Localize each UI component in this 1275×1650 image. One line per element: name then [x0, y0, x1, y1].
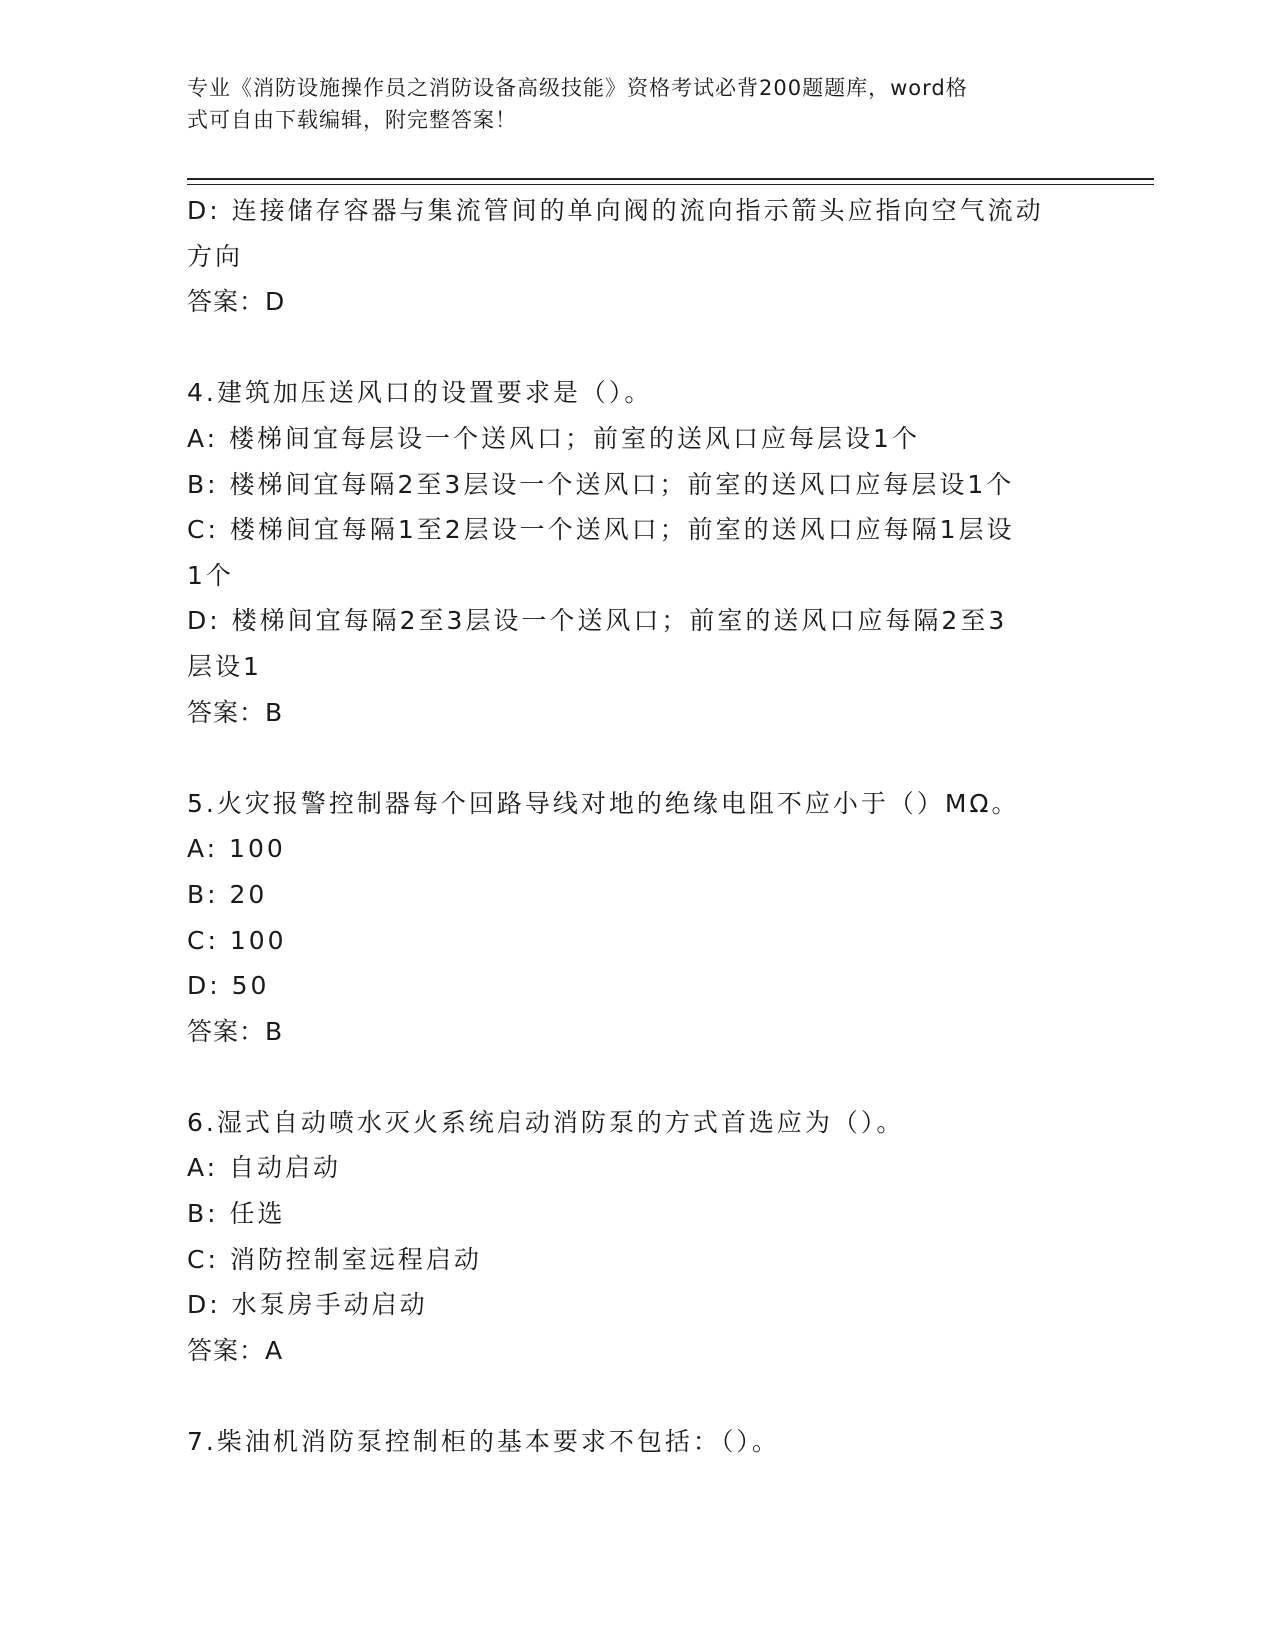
header-rule-thick	[187, 178, 1154, 180]
answer-line: 答案：D	[187, 287, 286, 317]
answer-line: 答案：A	[187, 1335, 284, 1365]
header-line-2: 式可自由下载编辑，附完整答案！	[187, 108, 517, 132]
document-body	[187, 188, 1087, 1465]
question-6	[187, 1100, 1087, 1374]
answer-line: 答案：B	[187, 697, 284, 727]
question-stem: 5.火灾报警控制器每个回路导线对地的绝缘电阻不应小于（）MΩ。	[187, 788, 1020, 818]
option-c-continued: 1个	[187, 560, 234, 590]
spacer	[187, 735, 1087, 781]
question-stem: 6.湿式自动喷水灭火系统启动消防泵的方式首选应为（）。	[187, 1107, 905, 1137]
question-stem: 4.建筑加压送风口的设置要求是（）。	[187, 378, 653, 408]
option-a: A: 自动启动	[187, 1153, 342, 1183]
option-a: A: 100	[187, 834, 286, 864]
option-b: B: 20	[187, 879, 268, 909]
header-line-1: 专业《消防设施操作员之消防设备高级技能》资格考试必背200题题库，word格	[187, 76, 968, 100]
option-b: B: 任选	[187, 1199, 286, 1229]
spacer	[187, 325, 1087, 371]
spacer	[187, 1054, 1087, 1100]
option-d: D: 连接储存容器与集流管间的单向阀的流向指示箭头应指向空气流动	[187, 196, 1044, 225]
header-rule-thin	[187, 184, 1154, 185]
spacer	[187, 1373, 1087, 1419]
option-d-continued: 方向	[187, 241, 244, 271]
answer-line: 答案：B	[187, 1016, 284, 1046]
option-d: D: 楼梯间宜每隔2至3层设一个送风口；前室的送风口应每隔2至3	[187, 606, 1008, 636]
option-a: A: 楼梯间宜每层设一个送风口；前室的送风口应每层设1个	[187, 423, 920, 453]
document-header	[187, 72, 1077, 136]
question-5	[187, 781, 1087, 1055]
question-7	[187, 1419, 1087, 1465]
option-d: D: 50	[187, 971, 270, 1001]
option-c: C: 消防控制室远程启动	[187, 1244, 482, 1274]
option-c: C: 楼梯间宜每隔1至2层设一个送风口；前室的送风口应每隔1层设	[187, 515, 1015, 545]
question-4	[187, 370, 1087, 735]
question-3-continuation	[187, 188, 1087, 325]
option-d-continued: 层设1	[187, 651, 262, 681]
option-d: D: 水泵房手动启动	[187, 1290, 428, 1320]
option-b: B: 楼梯间宜每隔2至3层设一个送风口；前室的送风口应每层设1个	[187, 469, 1015, 499]
option-c: C: 100	[187, 925, 287, 955]
question-stem: 7.柴油机消防泵控制柜的基本要求不包括：（）。	[187, 1427, 780, 1457]
